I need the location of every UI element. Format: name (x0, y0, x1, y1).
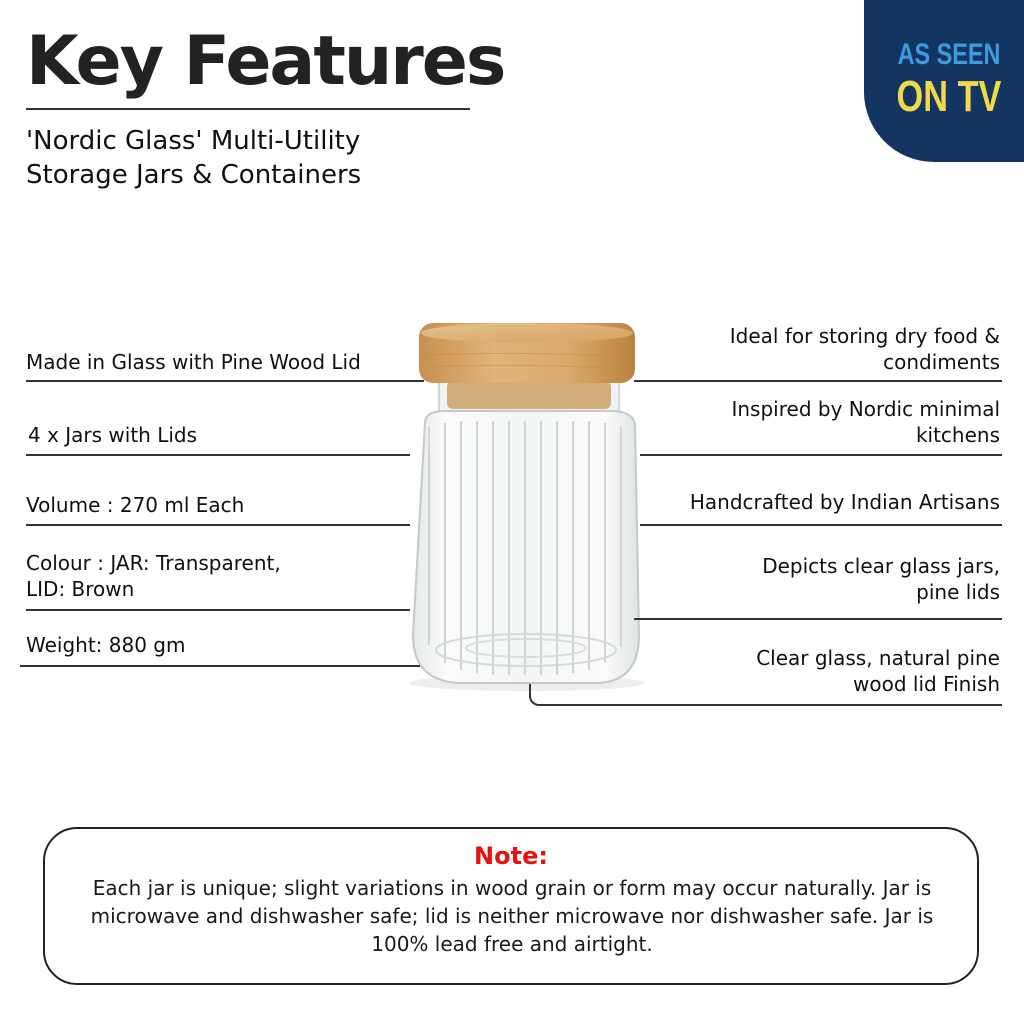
feature-left-rule-1 (26, 380, 424, 382)
feature-right-usage-line-2: condiments (883, 350, 1000, 374)
feature-right-finish (756, 645, 1000, 697)
feature-left-rule-4 (26, 609, 410, 611)
feature-left-colour-line-1: Colour : JAR: Transparent, (26, 551, 281, 575)
feature-right-depicts-line-2: pine lids (916, 580, 1000, 604)
glass-jar-image (405, 315, 645, 695)
feature-right-finish-line-2: wood lid Finish (853, 672, 1000, 696)
feature-left-rule-2 (26, 454, 410, 456)
feature-right-finish-line-1: Clear glass, natural pine (756, 646, 1000, 670)
note-title: Note: (474, 842, 548, 870)
feature-right-usage (730, 323, 1000, 375)
note-body: Each jar is unique; slight variations in wood grain or form may occur naturally. Jar is microwave and dishwasher safe; lid is neither microwave nor dishwasher safe. Jar is 100% lead free and airtight. (90, 876, 934, 956)
feature-right-inspiration (731, 396, 1000, 448)
feature-right-handcrafted: Handcrafted by Indian Artisans (689, 490, 1000, 514)
page-subtitle (26, 124, 486, 192)
feature-left-weight: Weight: 880 gm (26, 633, 186, 657)
feature-left-quantity: 4 x Jars with Lids (28, 423, 198, 447)
feature-right-rule-2 (640, 454, 1002, 456)
feature-left-colour (26, 550, 281, 602)
feature-right-rule-1 (634, 380, 1002, 382)
feature-right-rule-4 (634, 618, 1002, 620)
feature-right-rule-5 (545, 704, 1002, 706)
badge-line-2: ON TV (896, 72, 1002, 121)
feature-right-inspiration-line-2: kitchens (915, 423, 1000, 447)
feature-left-rule-5 (20, 665, 420, 667)
subtitle-line-1: 'Nordic Glass' Multi-Utility (26, 126, 361, 156)
as-seen-on-tv-badge (864, 0, 1024, 162)
feature-left-material: Made in Glass with Pine Wood Lid (26, 350, 361, 374)
badge-line-1: AS SEEN (897, 38, 1001, 71)
page-title: Key Features (26, 22, 505, 101)
feature-left-volume: Volume : 270 ml Each (26, 493, 245, 517)
feature-right-usage-line-1: Ideal for storing dry food & (729, 324, 1000, 348)
subtitle-line-2: Storage Jars & Containers (26, 160, 362, 190)
title-underline (26, 108, 470, 110)
feature-right-depicts (762, 553, 1000, 605)
feature-right-rule-3 (640, 524, 1002, 526)
feature-right-depicts-line-1: Depicts clear glass jars, (762, 554, 1000, 578)
feature-left-colour-line-2: LID: Brown (26, 577, 135, 601)
feature-left-rule-3 (26, 524, 410, 526)
feature-right-inspiration-line-1: Inspired by Nordic minimal (731, 397, 1000, 421)
